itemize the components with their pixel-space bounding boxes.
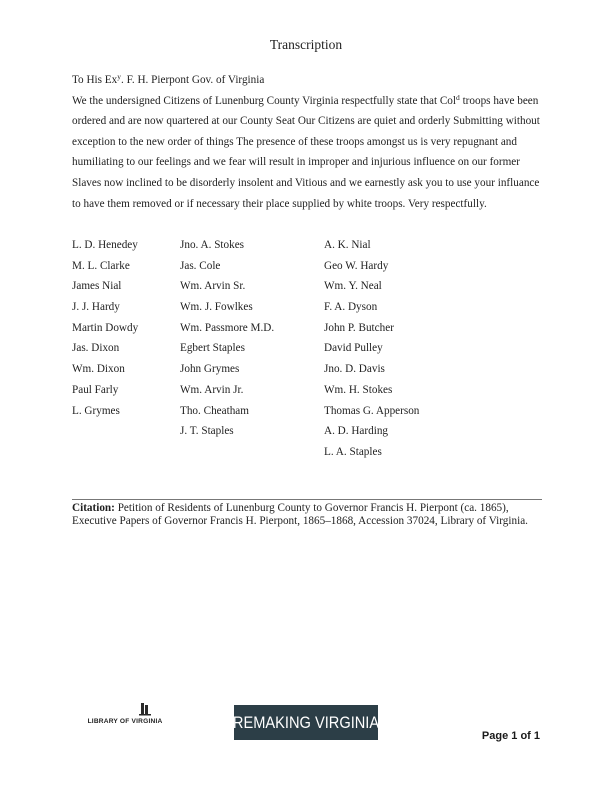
signature-column-1 [72, 235, 138, 421]
salutation-superscript: y [117, 72, 121, 81]
page-number: Page 1 of 1 [481, 730, 540, 742]
remaking-virginia-logo [234, 705, 378, 740]
signature-name: James Nial [72, 280, 122, 293]
signature-name: M. L. Clarke [72, 259, 130, 272]
signature-name: Wm. Dixon [72, 363, 125, 376]
signature-name: Jas. Cole [180, 259, 221, 272]
signature-name: Tho. Cheatham [180, 404, 249, 417]
signature-name: Wm. Y. Neal [324, 280, 382, 293]
signature-name: Paul Farly [72, 383, 119, 396]
library-of-virginia-emblem-icon [138, 702, 152, 716]
letter-paragraph [72, 91, 544, 215]
letter-text-part2: troops have been ordered and are now quartered at our County Seat Our Citizens are quiet and orderly Submitting without exception to the new order of things The presence of these troops amongst us is very repugnant and humiliating to our feelings and we fear will result in improper and injurious influence on our former Slaves now inclined to be disorderly insolent and Vitious and we earnestly ask you to use your influance to have them removed or if necessary their place supplied by white troops. Very respectfully. [72, 94, 540, 210]
salutation-suffix: . F. H. Pierpont Gov. of Virginia [120, 74, 265, 86]
page-heading: Transcription [269, 37, 343, 52]
signature-name: Martin Dowdy [72, 321, 139, 334]
signature-name: David Pulley [324, 342, 383, 355]
signature-name: J. J. Hardy [72, 301, 120, 314]
signature-name: L. Grymes [72, 404, 120, 417]
library-of-virginia-logo [80, 702, 170, 732]
letter-superscript: d [456, 92, 460, 102]
signature-name: L. A. Staples [324, 445, 382, 458]
citation-text: Petition of Residents of Lunenburg County to Governor Francis H. Pierpont (ca. 1865), Executive Papers of Governor Francis H. Pierpont, 1865–1868, Accession 37024, Library of Virginia. [72, 502, 528, 528]
signature-name: Thomas G. Apperson [324, 404, 420, 417]
signature-name: Wm. J. Fowlkes [180, 301, 253, 314]
signature-name: Jas. Dixon [72, 342, 120, 355]
signature-column-2 [180, 235, 274, 442]
library-of-virginia-logo-text: LIBRARY OF VIRGINIA [87, 718, 163, 725]
letter-text-part1: We the undersigned Citizens of Lunenburg County Virginia respectfully state that Col [72, 94, 457, 107]
signature-name: L. D. Henedey [72, 239, 138, 251]
citation-label: Citation: [72, 502, 115, 514]
citation [72, 502, 542, 529]
letter-body [72, 70, 544, 214]
signature-name: Egbert Staples [180, 342, 245, 355]
signature-name: Wm. H. Stokes [324, 383, 393, 396]
signature-name: Wm. Arvin Sr. [180, 280, 246, 293]
signature-name: Wm. Passmore M.D. [180, 321, 275, 334]
salutation [72, 70, 544, 91]
salutation-prefix: To His Ex [72, 74, 118, 86]
signature-name: Wm. Arvin Jr. [180, 383, 244, 396]
signature-name: Jno. A. Stokes [180, 239, 245, 251]
signature-name: A. K. Nial [324, 239, 371, 251]
signature-name: John Grymes [180, 363, 240, 376]
signature-name: A. D. Harding [324, 425, 389, 438]
signature-column-3 [324, 235, 419, 463]
signature-name: John P. Butcher [324, 321, 394, 334]
signature-name: Jno. D. Davis [324, 363, 385, 376]
remaking-virginia-logo-text: REMAKING VIRGINIA [232, 712, 380, 732]
signature-list [72, 235, 542, 465]
signature-name: Geo W. Hardy [324, 259, 389, 272]
signature-name: F. A. Dyson [324, 301, 378, 314]
signature-name: J. T. Staples [180, 425, 234, 438]
citation-divider [72, 499, 542, 500]
